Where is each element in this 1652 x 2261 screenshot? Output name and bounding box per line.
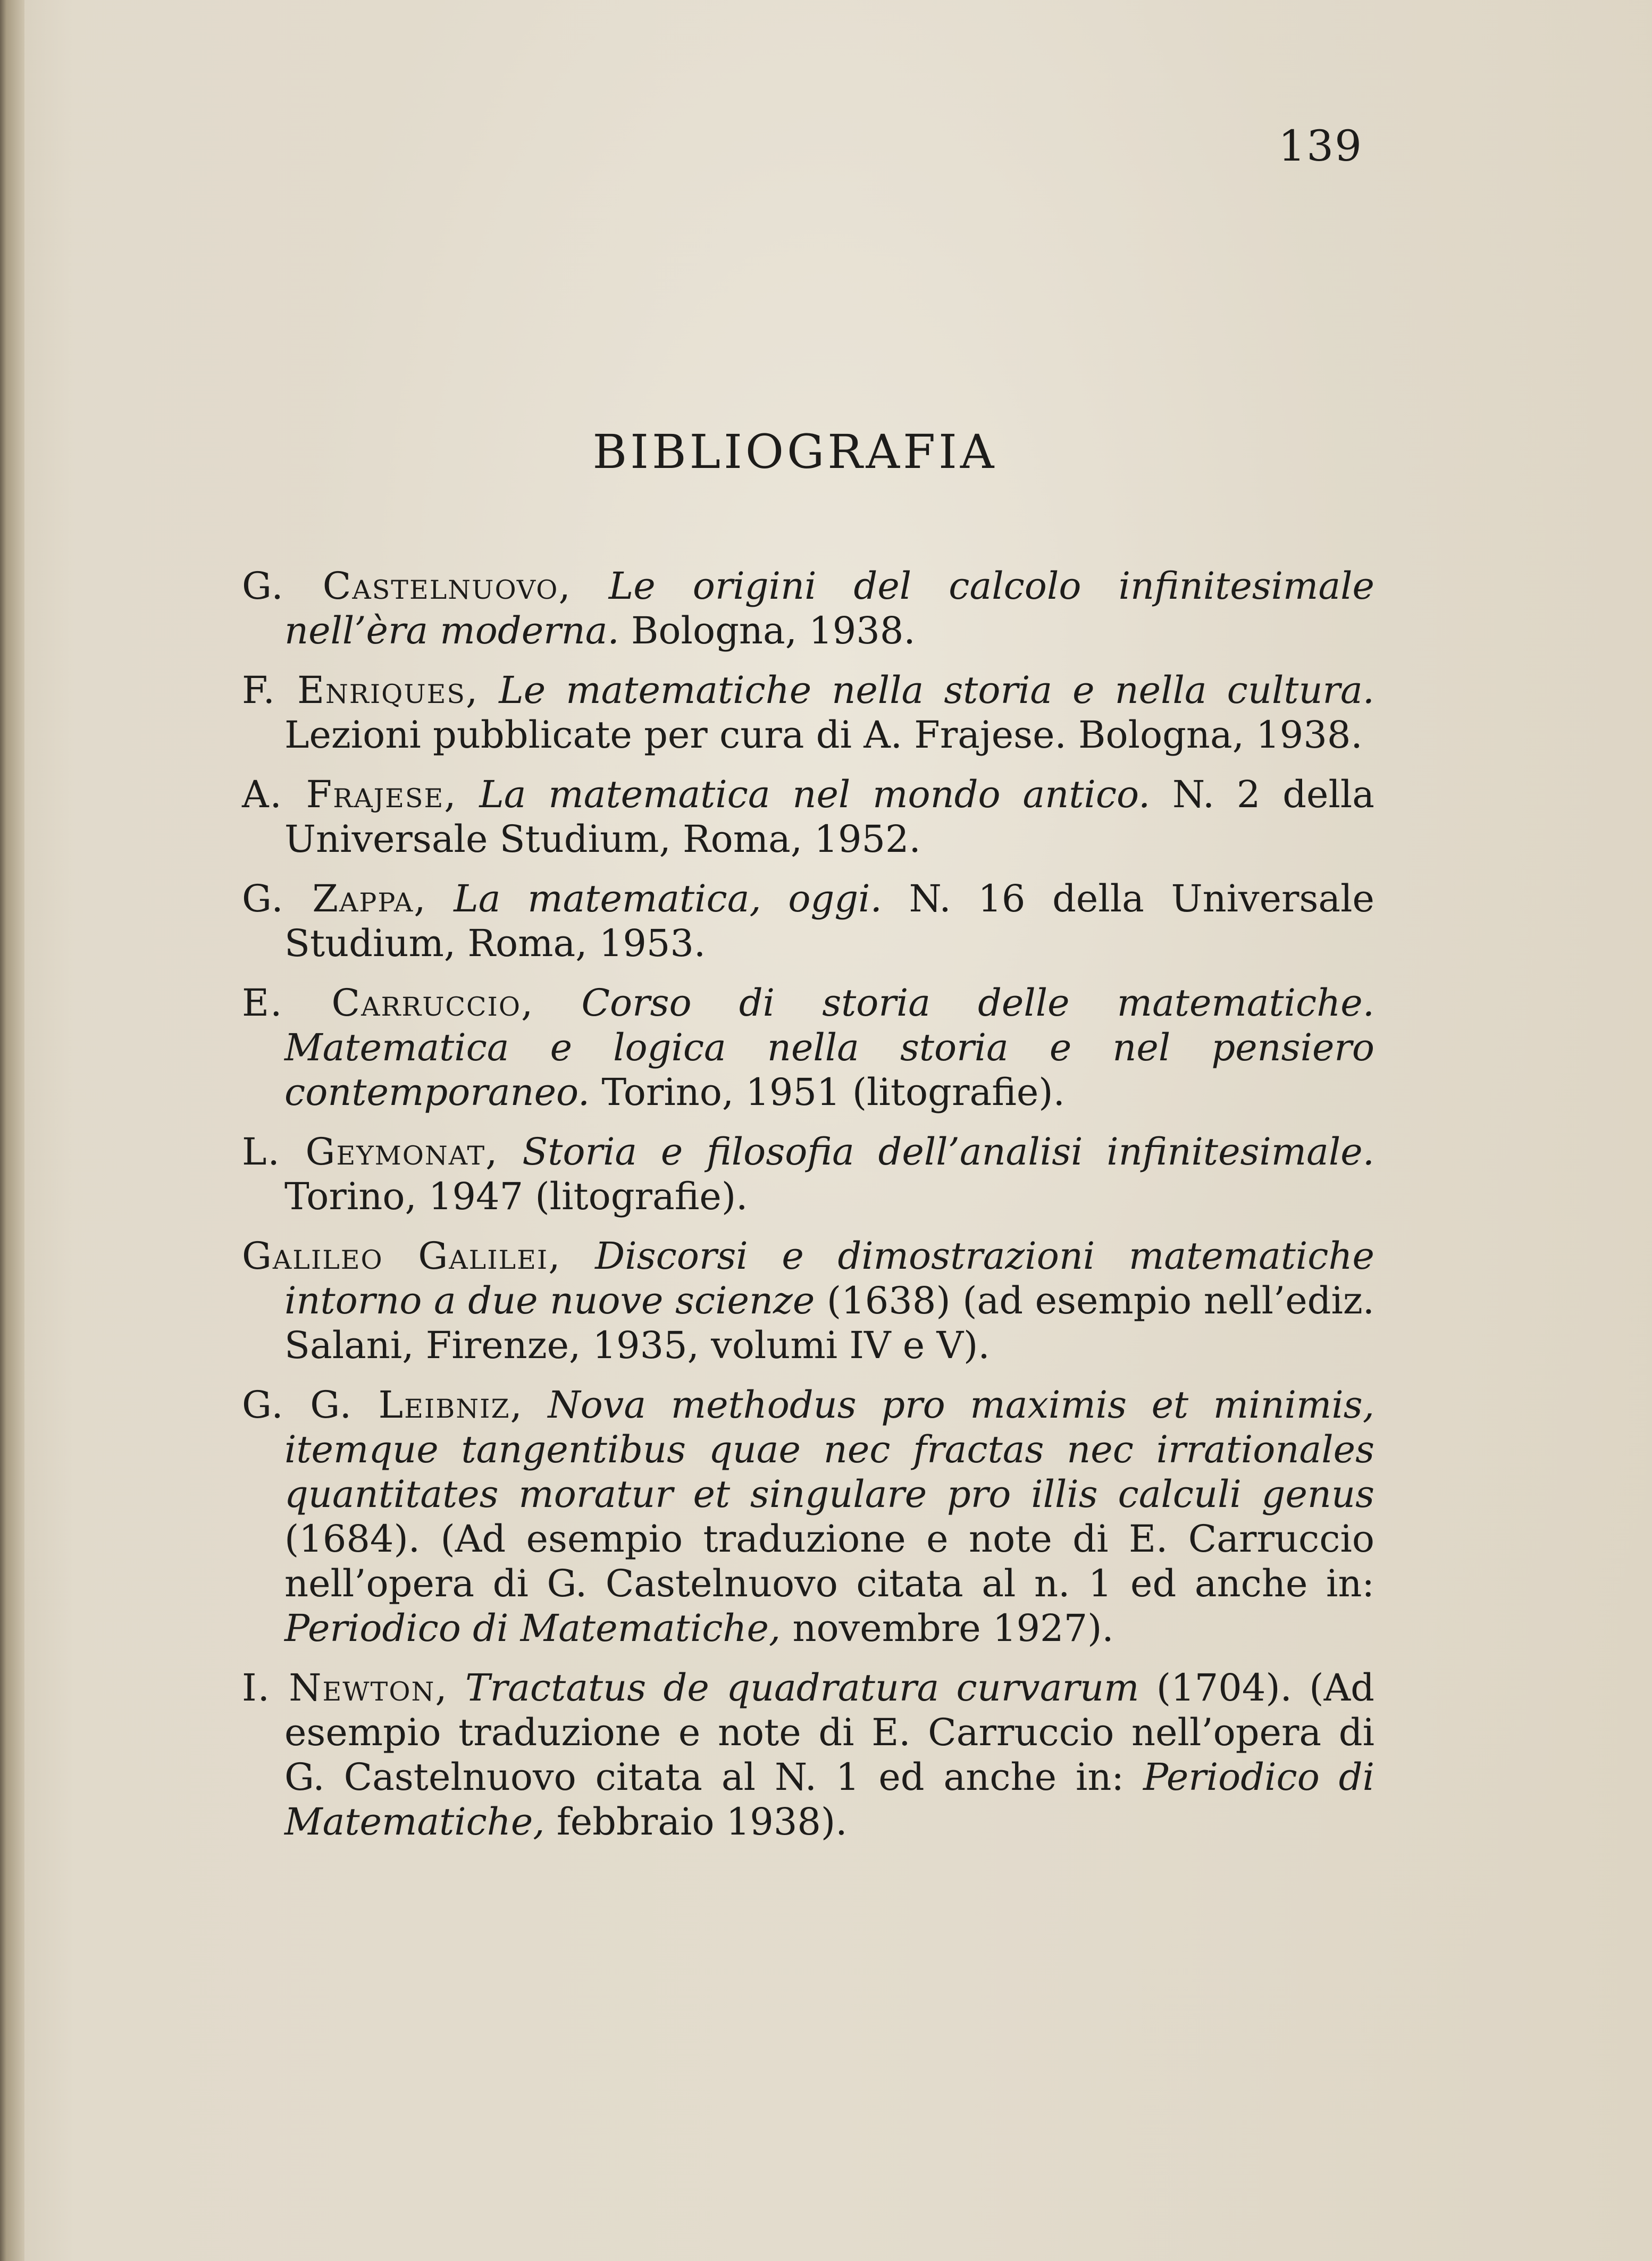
bibliography-list (242, 564, 1374, 1859)
entry-title: Tractatus de quadratura curvarum (465, 1666, 1139, 1710)
entry-author: L. Geymonat, (242, 1130, 499, 1174)
entry-title: La matematica nel mondo antico. (479, 773, 1151, 816)
page-title: BIBLIOGRAFIA (592, 424, 997, 479)
entry-details: Lezioni pubblicate per cura di A. Frajese. Bologna, 1938. (284, 713, 1363, 757)
entry-author: F. Enriques, (242, 668, 479, 712)
entry-details: (1684). (Ad esempio traduzione e note di E. Carruccio nell’opera di G. Castelnuovo citata al n. 1 ed anche in: (284, 1517, 1374, 1605)
entry-details-tail: febbraio 1938). (556, 1800, 848, 1844)
entry-details: (1638) (ad esempio nell’ediz. Salani, Firenze, 1935, volumi IV e V). (284, 1279, 1374, 1367)
bibliography-entry (242, 668, 1374, 757)
entry-journal: Periodico di Matematiche, (284, 1606, 781, 1650)
bibliography-entry (242, 1234, 1374, 1368)
entry-title: La matematica, oggi. (454, 877, 882, 920)
entry-details: N. 2 della Universale Studium, Roma, 1952. (284, 773, 1374, 861)
entry-title: Storia e filosofia dell’analisi infinitesimale. (522, 1130, 1374, 1174)
entry-author: I. Newton, (242, 1666, 448, 1710)
entry-author: G. G. Leibniz, (242, 1383, 523, 1427)
entry-details: N. 16 della Universale Studium, Roma, 1953. (284, 877, 1374, 965)
bibliography-entry (242, 981, 1374, 1115)
entry-author: Galileo Galilei, (242, 1234, 561, 1278)
entry-journal: Periodico di Matematiche, (284, 1755, 1374, 1844)
entry-title: Discorsi e dimostrazioni matematiche intorno a due nuove scienze (284, 1234, 1374, 1322)
bibliography-entry (242, 876, 1374, 966)
entry-author: G. Zappa, (242, 877, 427, 920)
entry-details: Torino, 1947 (litografie). (284, 1175, 748, 1218)
entry-title: Corso di storia delle matematiche. Matematica e logica nella storia e nel pensiero contemporaneo. (284, 981, 1374, 1114)
page-spine-shadow (0, 0, 24, 2261)
entry-title: Le matematiche nella storia e nella cultura. (499, 668, 1374, 712)
bibliography-entry (242, 1129, 1374, 1219)
entry-author: E. Carruccio, (242, 981, 534, 1025)
entry-details: Bologna, 1938. (631, 609, 916, 652)
entry-author: G. Castelnuovo, (242, 564, 572, 608)
page-number: 139 (1278, 121, 1363, 171)
bibliography-entry (242, 564, 1374, 653)
bibliography-entry (242, 1665, 1374, 1844)
entry-title: Le origini del calcolo infinitesimale nell’èra moderna. (284, 564, 1374, 652)
entry-details: Torino, 1951 (litografie). (601, 1070, 1065, 1114)
entry-author: A. Frajese, (242, 773, 457, 816)
entry-details-tail: novembre 1927). (792, 1606, 1114, 1650)
entry-details: (1704). (Ad esempio traduzione e note di E. Carruccio nell’opera di G. Castelnuovo citata al N. 1 ed anche in: (284, 1666, 1374, 1799)
bibliography-entry (242, 772, 1374, 861)
entry-title: Nova methodus pro maximis et minimis, itemque tangentibus quae nec fractas nec irrationales quantitates moratur et singulare pro illis calculi genus (284, 1383, 1374, 1516)
bibliography-entry (242, 1383, 1374, 1651)
